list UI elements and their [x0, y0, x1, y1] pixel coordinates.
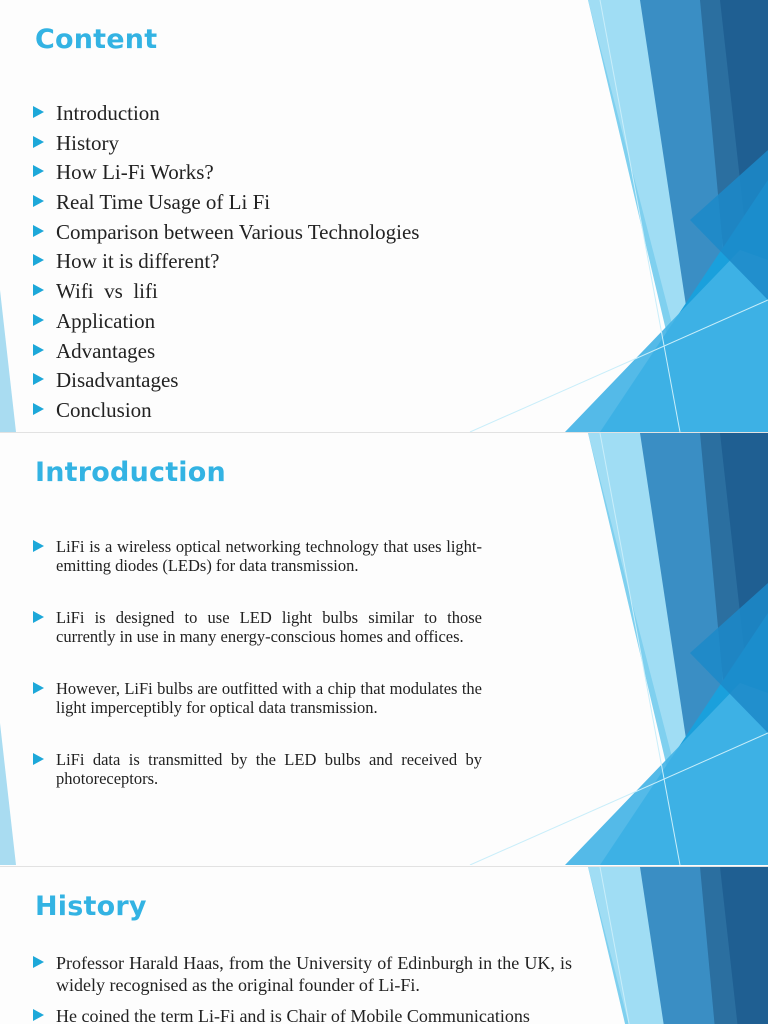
list-item: Professor Harald Haas, from the University of Edinburgh in the UK, is widely recognised as the original founder of Li-Fi. [33, 952, 578, 996]
triangle-bullet-icon [33, 682, 44, 694]
triangle-bullet-icon [33, 314, 44, 326]
content-list [33, 100, 473, 427]
triangle-bullet-icon [33, 344, 44, 356]
list-item: He coined the term Li-Fi and is Chair of Mobile Communications [33, 1005, 578, 1024]
triangle-bullet-icon [33, 540, 44, 552]
triangle-bullet-icon [33, 136, 44, 148]
list-item: LiFi data is transmitted by the LED bulbs and received by photoreceptors. [33, 750, 483, 788]
slide-history [0, 867, 768, 1024]
list-item: Comparison between Various Technologies [33, 219, 473, 249]
triangle-bullet-icon [33, 753, 44, 765]
introduction-list [33, 537, 483, 821]
list-item: How it is different? [33, 248, 473, 278]
slide-introduction [0, 433, 768, 866]
list-item: Real Time Usage of Li Fi [33, 189, 473, 219]
slide-title: Content [35, 24, 158, 55]
slide-title: Introduction [35, 457, 226, 488]
list-item: LiFi is a wireless optical networking technology that uses light-emitting diodes (LEDs) for data transmission. [33, 537, 483, 575]
triangle-bullet-icon [33, 195, 44, 207]
history-list [33, 952, 578, 1024]
list-item: Disadvantages [33, 367, 473, 397]
list-item: History [33, 130, 473, 160]
list-item: Application [33, 308, 473, 338]
triangle-bullet-icon [33, 225, 44, 237]
triangle-bullet-icon [33, 956, 44, 968]
triangle-bullet-icon [33, 1009, 44, 1021]
list-item: Wifi vs lifi [33, 278, 473, 308]
triangle-bullet-icon [33, 611, 44, 623]
triangle-bullet-icon [33, 403, 44, 415]
triangle-bullet-icon [33, 284, 44, 296]
triangle-bullet-icon [33, 254, 44, 266]
triangle-bullet-icon [33, 373, 44, 385]
list-item: Introduction [33, 100, 473, 130]
triangle-bullet-icon [33, 106, 44, 118]
list-item: LiFi is designed to use LED light bulbs similar to those currently in use in many energy-conscious homes and offices. [33, 608, 483, 646]
list-item: How Li-Fi Works? [33, 159, 473, 189]
slide-title: History [35, 891, 147, 922]
list-item: Conclusion [33, 397, 473, 427]
list-item: However, LiFi bulbs are outfitted with a chip that modulates the light imperceptibly for optical data transmission. [33, 679, 483, 717]
list-item: Advantages [33, 338, 473, 368]
slide-content [0, 0, 768, 432]
triangle-bullet-icon [33, 165, 44, 177]
